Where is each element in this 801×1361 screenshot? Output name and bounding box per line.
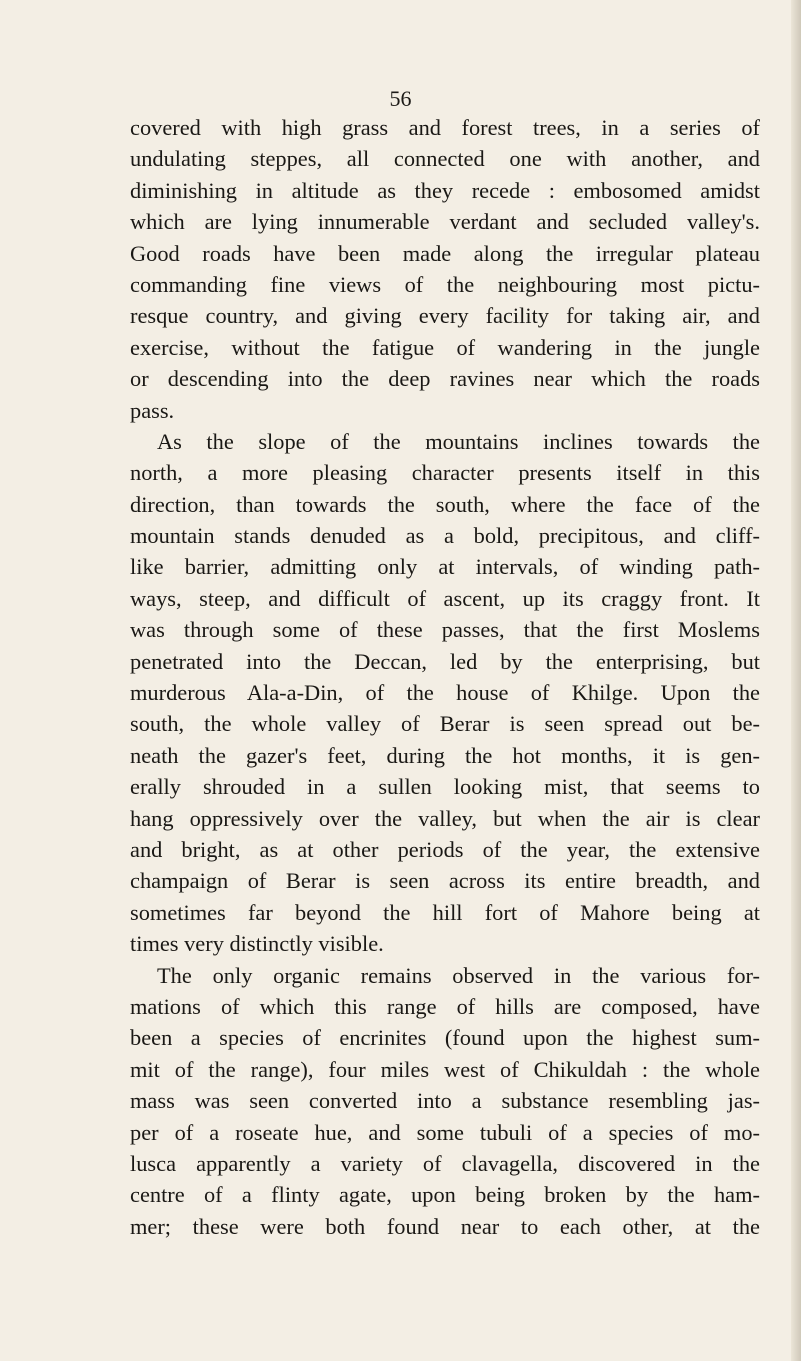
text-line: exercise, without the fatigue of wandering in the jungle <box>130 334 760 360</box>
text-line: per of a roseate hue, and some tubuli of a species of mo- <box>130 1119 760 1145</box>
text-line: or descending into the deep ravines near which the roads <box>130 366 760 392</box>
text-line: lusca apparently a variety of clavagella, discovered in the <box>130 1150 760 1176</box>
text-line: times very distinctly visible. <box>130 931 384 957</box>
text-line: resque country, and giving every facility for taking air, and <box>130 303 760 329</box>
text-line: which are lying innumerable verdant and secluded valley's. <box>130 209 760 235</box>
text-line: like barrier, admitting only at intervals, of winding path- <box>130 554 760 580</box>
text-line: ways, steep, and difficult of ascent, up its craggy front. It <box>130 585 760 611</box>
text-line: south, the whole valley of Berar is seen spread out be- <box>130 711 760 737</box>
text-line: centre of a flinty agate, upon being broken by the ham- <box>130 1182 760 1208</box>
text-line: was through some of these passes, that the first Moslems <box>130 617 760 643</box>
text-line: commanding fine views of the neighbouring most pictu- <box>130 271 760 297</box>
text-line: and bright, as at other periods of the year, the extensive <box>130 836 760 862</box>
text-line: mountain stands denuded as a bold, precipitous, and cliff- <box>130 523 760 549</box>
text-line: mer; these were both found near to each other, at the <box>130 1213 760 1239</box>
text-line: direction, than towards the south, where the face of the <box>130 491 760 517</box>
text-line: As the slope of the mountains inclines towards the <box>157 428 760 454</box>
text-line: Good roads have been made along the irregular plateau <box>130 240 760 266</box>
text-line: hang oppressively over the valley, but when the air is clear <box>130 805 760 831</box>
text-line: neath the gazer's feet, during the hot months, it is gen- <box>130 742 760 768</box>
text-line: undulating steppes, all connected one with another, and <box>130 146 760 172</box>
text-line: mit of the range), four miles west of Chikuldah : the whole <box>130 1056 760 1082</box>
text-line: been a species of encrinites (found upon the highest sum- <box>130 1025 760 1051</box>
text-line: erally shrouded in a sullen looking mist, that seems to <box>130 774 760 800</box>
text-line: north, a more pleasing character presents itself in this <box>130 460 760 486</box>
text-line: diminishing in altitude as they recede : embosomed amidst <box>130 177 760 203</box>
text-line: penetrated into the Deccan, led by the enterprising, but <box>130 648 760 674</box>
text-line: murderous Ala-a-Din, of the house of Khilge. Upon the <box>130 680 760 706</box>
text-line: mations of which this range of hills are composed, have <box>130 993 760 1019</box>
text-line: The only organic remains observed in the various for- <box>157 962 760 988</box>
text-line: mass was seen converted into a substance resembling jas- <box>130 1088 760 1114</box>
text-line: covered with high grass and forest trees, in a series of <box>130 115 760 140</box>
body-text <box>130 112 760 1242</box>
page-edge <box>791 0 801 1361</box>
text-line: sometimes far beyond the hill fort of Mahore being at <box>130 899 760 925</box>
text-line: pass. <box>130 397 175 423</box>
text-line: champaign of Berar is seen across its entire breadth, and <box>130 868 760 894</box>
page-number: 56 <box>389 86 412 111</box>
